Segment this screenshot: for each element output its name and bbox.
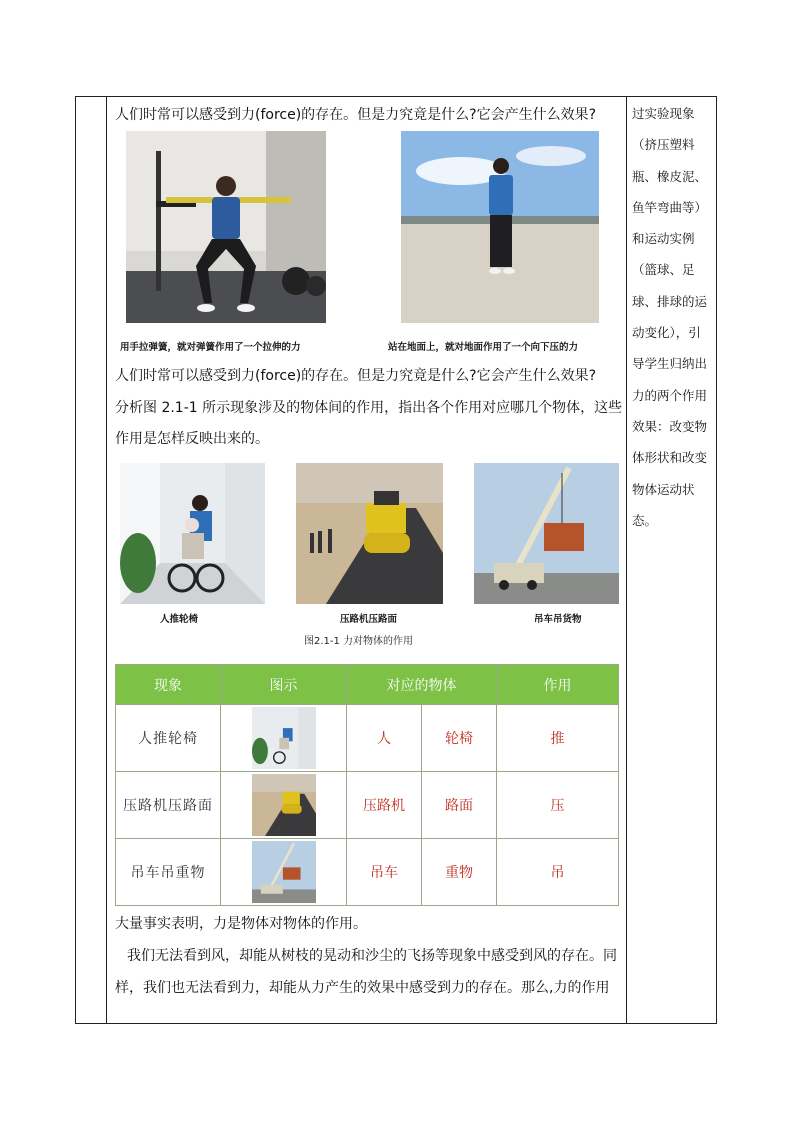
row-phenomenon: 人推轮椅 (116, 705, 221, 772)
intro-text-2: 人们时常可以感受到力(force)的存在。但是力究竟是什么?它会产生什么效果? (115, 368, 597, 384)
force-table (115, 664, 619, 906)
teaching-note: 过实验现象（挤压塑料瓶、橡皮泥、鱼竿弯曲等）和运动实例（篮球、足球、排球的运动变化），引导学生归纳出力的两个作用效果：改变物体形状和改变物体运动状态。 (632, 106, 708, 528)
header-objects: 对应的物体 (347, 665, 497, 705)
row-phenomenon: 压路机压路面 (116, 772, 221, 839)
thumb-road-roller (252, 774, 316, 836)
thumb-wheelchair (252, 707, 316, 769)
photo-stretch-band (126, 131, 326, 323)
row-action: 吊 (497, 839, 619, 906)
table-row (116, 772, 619, 839)
right-column-divider (626, 96, 627, 1024)
row-object: 轮椅 (422, 705, 497, 772)
header-action: 作用 (497, 665, 619, 705)
row-phenomenon: 吊车吊重物 (116, 839, 221, 906)
photo-push-wheelchair (120, 463, 265, 604)
header-phenomenon: 现象 (116, 665, 221, 705)
row-subject: 压路机 (347, 772, 422, 839)
table-row (116, 705, 619, 772)
figure-caption-2: 压路机压路面 (340, 614, 398, 625)
figure-caption-1: 人推轮椅 (160, 614, 199, 625)
caption-stand: 站在地面上，就对地面作用了一个向下压的力 (388, 342, 579, 353)
row-thumbnail (221, 705, 347, 772)
row-subject: 人 (347, 705, 422, 772)
figure-title: 图2.1-1 力对物体的作用 (304, 636, 414, 647)
conclusion-text-1: 大量事实表明，力是物体对物体的作用。 (115, 916, 367, 932)
header-illustration: 图示 (221, 665, 347, 705)
analysis-text-2: 作用是怎样反映出来的。 (115, 431, 269, 447)
thumb-crane (252, 841, 316, 903)
caption-stretch: 用手拉弹簧，就对弹簧作用了一个拉伸的力 (120, 342, 301, 353)
intro-text-1: 人们时常可以感受到力(force)的存在。但是力究竟是什么?它会产生什么效果? (115, 107, 597, 123)
conclusion-text-2: 我们无法看到风，却能从树枝的晃动和沙尘的飞扬等现象中感受到风的存在。同 (127, 948, 617, 964)
row-object: 路面 (422, 772, 497, 839)
photo-crane (474, 463, 619, 604)
row-action: 推 (497, 705, 619, 772)
analysis-text-1: 分析图 2.1-1 所示现象涉及的物体间的作用，指出各个作用对应哪几个物体，这些 (115, 400, 623, 416)
row-object: 重物 (422, 839, 497, 906)
table-header-row (116, 665, 619, 705)
table-row (116, 839, 619, 906)
photo-standing-ground (401, 131, 599, 323)
left-column-divider (106, 96, 107, 1024)
row-subject: 吊车 (347, 839, 422, 906)
row-thumbnail (221, 772, 347, 839)
photo-road-roller (296, 463, 443, 604)
row-action: 压 (497, 772, 619, 839)
row-thumbnail (221, 839, 347, 906)
conclusion-text-3: 样，我们也无法看到力，却能从力产生的效果中感受到力的存在。那么,力的作用 (115, 980, 610, 996)
figure-caption-3: 吊车吊货物 (534, 614, 582, 625)
